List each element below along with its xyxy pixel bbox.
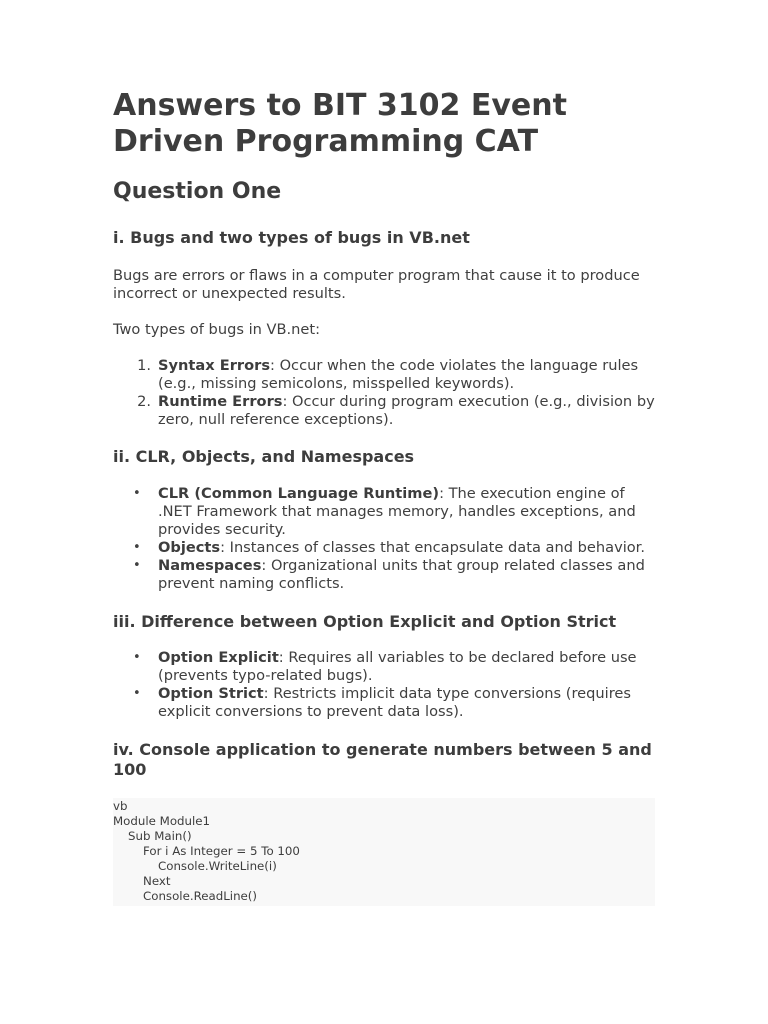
section1-heading: i. Bugs and two types of bugs in VB.net xyxy=(113,228,470,247)
bullet-icon: • xyxy=(133,686,141,701)
list-item xyxy=(113,485,655,539)
code-block xyxy=(113,798,655,906)
bullet-icon: • xyxy=(133,486,141,501)
list-text: : The execution engine of .NET Framework that manages memory, handles exceptions, and provides security. xyxy=(158,485,636,538)
list-term: Runtime Errors xyxy=(158,393,283,410)
list-text: : Occur during program execution (e.g., division by zero, null reference exceptions). xyxy=(158,393,655,428)
code-line: For i As Integer = 5 To 100 xyxy=(113,844,300,858)
list-text: : Instances of classes that encapsulate data and behavior. xyxy=(220,539,645,556)
list-item xyxy=(113,649,655,685)
bullet-icon: • xyxy=(133,558,141,573)
bullet-icon: • xyxy=(133,650,141,665)
code-line: Module Module1 xyxy=(113,814,211,828)
list-number: 1. xyxy=(137,357,151,374)
section4-heading: iv. Console application to generate numbers between 5 and 100 xyxy=(113,740,652,779)
code-line: Sub Main() xyxy=(113,829,192,843)
list-term: Namespaces xyxy=(158,557,262,574)
list-term: Option Explicit xyxy=(158,649,279,666)
list-item xyxy=(113,539,655,557)
code-line: Console.ReadLine() xyxy=(113,889,258,903)
list-item xyxy=(113,393,655,429)
list-term: Syntax Errors xyxy=(158,357,271,374)
list-term: Objects xyxy=(158,539,221,556)
list-text: : Requires all variables to be declared before use (prevents typo-related bugs). xyxy=(158,649,637,684)
section1-types-intro: Two types of bugs in VB.net: xyxy=(113,321,321,338)
question-heading: Question One xyxy=(113,179,282,204)
list-text: : Occur when the code violates the language rules (e.g., missing semicolons, misspelled keywords). xyxy=(158,357,639,392)
list-number: 2. xyxy=(137,393,151,410)
option-list xyxy=(113,649,655,721)
section2-heading: ii. CLR, Objects, and Namespaces xyxy=(113,447,415,466)
code-line: Next xyxy=(113,874,171,888)
bullet-icon: • xyxy=(133,540,141,555)
clr-list xyxy=(113,485,655,593)
list-text: : Restricts implicit data type conversions (requires explicit conversions to prevent data loss). xyxy=(158,685,631,720)
bug-types-list xyxy=(113,357,655,429)
list-item xyxy=(113,357,655,393)
list-item xyxy=(113,685,655,721)
list-term: CLR (Common Language Runtime) xyxy=(158,485,440,502)
document-page xyxy=(113,88,655,906)
list-term: Option Strict xyxy=(158,685,264,702)
code-line: Console.WriteLine(i) xyxy=(113,859,277,873)
section1-intro: Bugs are errors or flaws in a computer program that cause it to produce incorrect or unexpected results. xyxy=(113,267,640,302)
document-title: Answers to BIT 3102 Event Driven Programming CAT xyxy=(113,88,567,159)
code-line: vb xyxy=(113,799,128,813)
list-text: : Organizational units that group related classes and prevent naming conflicts. xyxy=(158,557,645,592)
section3-heading: iii. Difference between Option Explicit and Option Strict xyxy=(113,612,617,631)
list-item xyxy=(113,557,655,593)
